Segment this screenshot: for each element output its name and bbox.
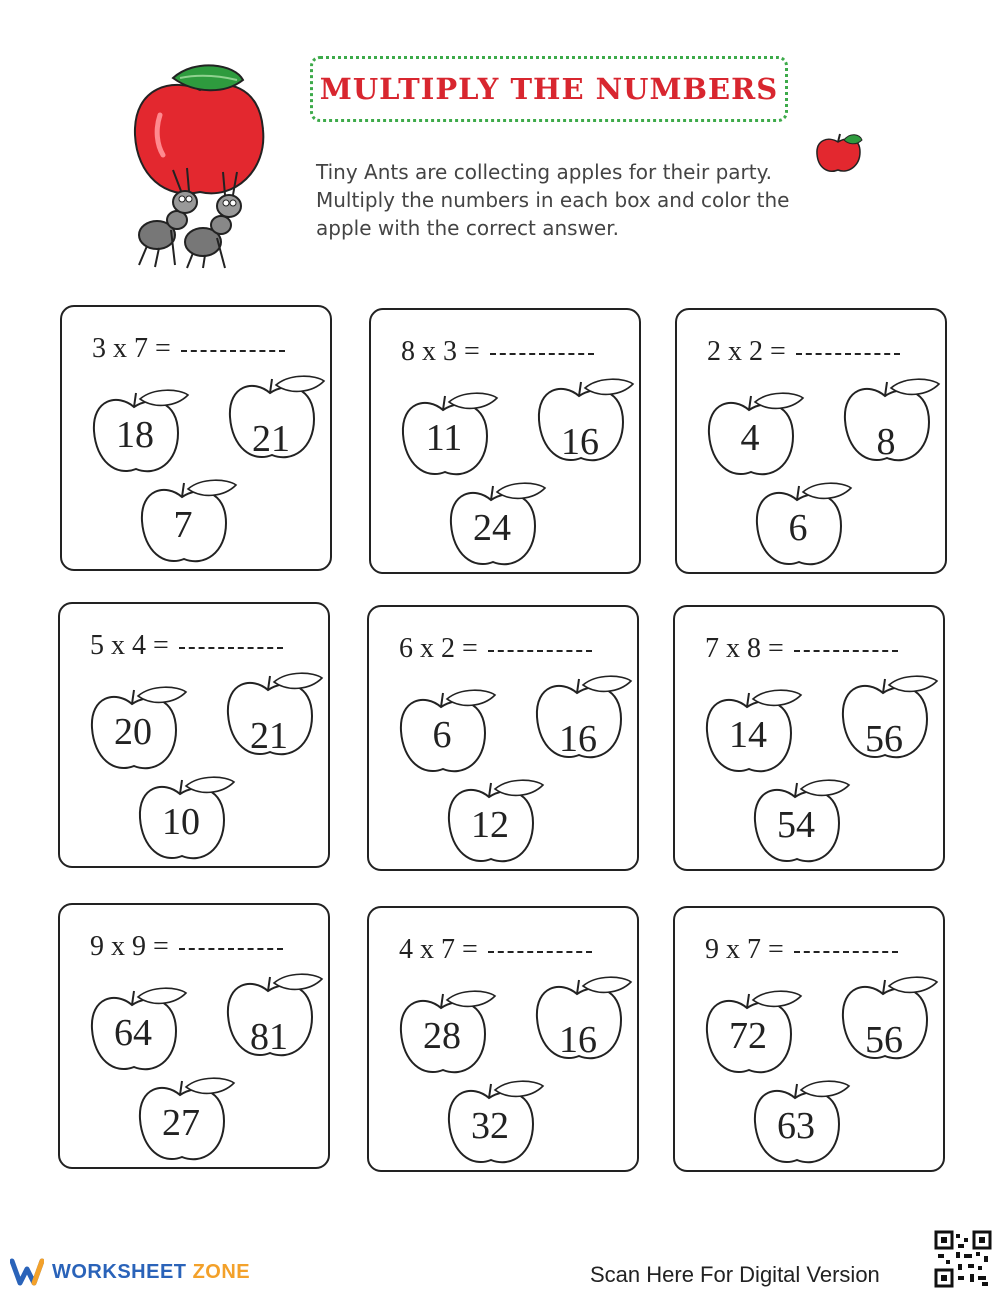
equation bbox=[399, 934, 592, 966]
apple-choice[interactable] bbox=[703, 986, 803, 1082]
apple-number: 14 bbox=[729, 714, 767, 756]
apple-choice[interactable] bbox=[90, 385, 190, 481]
apple-number: 20 bbox=[114, 711, 152, 753]
answer-blank[interactable] bbox=[794, 649, 898, 652]
apple-choice[interactable] bbox=[839, 671, 939, 767]
apple-number: 54 bbox=[777, 804, 815, 846]
apple-choice[interactable] bbox=[138, 475, 238, 571]
apple-choice[interactable] bbox=[703, 685, 803, 781]
qr-code-icon[interactable] bbox=[934, 1230, 992, 1292]
apple-number: 6 bbox=[432, 714, 452, 756]
worksheet-zone-logo[interactable] bbox=[10, 1257, 250, 1287]
apple-choice[interactable] bbox=[399, 388, 499, 484]
apple-number: 56 bbox=[865, 718, 903, 760]
apple-number: 16 bbox=[561, 421, 599, 463]
equation bbox=[401, 336, 594, 368]
apple-number: 27 bbox=[162, 1102, 200, 1144]
apple-choice[interactable] bbox=[445, 1076, 545, 1172]
equation-text: 5 x 4 = bbox=[90, 630, 169, 661]
problem-box bbox=[675, 308, 947, 574]
apple-choice[interactable] bbox=[88, 983, 188, 1079]
apple-choice[interactable] bbox=[839, 972, 939, 1068]
problem-box bbox=[367, 605, 639, 871]
equation bbox=[705, 633, 898, 665]
equation bbox=[705, 934, 898, 966]
apple-number: 4 bbox=[740, 417, 760, 459]
apple-choice[interactable] bbox=[753, 478, 853, 574]
apple-number: 7 bbox=[173, 504, 193, 546]
apple-choice[interactable] bbox=[841, 374, 941, 470]
apple-number: 21 bbox=[252, 418, 290, 460]
problem-box bbox=[367, 906, 639, 1172]
apple-number: 16 bbox=[559, 718, 597, 760]
apple-number: 56 bbox=[865, 1019, 903, 1061]
logo-text bbox=[52, 1261, 250, 1284]
answer-blank[interactable] bbox=[490, 352, 594, 355]
apple-choice[interactable] bbox=[397, 986, 497, 1082]
apple-number: 6 bbox=[788, 507, 808, 549]
equation-text: 4 x 7 = bbox=[399, 934, 478, 965]
answer-blank[interactable] bbox=[796, 352, 900, 355]
equation-text: 7 x 8 = bbox=[705, 633, 784, 664]
apple-choice[interactable] bbox=[136, 1073, 236, 1169]
instruction-line: Tiny Ants are collecting apples for their party. bbox=[316, 160, 772, 184]
apple-number: 16 bbox=[559, 1019, 597, 1061]
scan-instruction: Scan Here For Digital Version bbox=[590, 1262, 880, 1287]
equation-text: 6 x 2 = bbox=[399, 633, 478, 664]
apple-number: 21 bbox=[250, 715, 288, 757]
apple-choice[interactable] bbox=[136, 772, 236, 868]
apple-number: 32 bbox=[471, 1105, 509, 1147]
equation bbox=[707, 336, 900, 368]
answer-blank[interactable] bbox=[181, 349, 285, 352]
apple-choice[interactable] bbox=[88, 682, 188, 778]
equation bbox=[399, 633, 592, 665]
equation bbox=[90, 630, 283, 662]
apple-number: 64 bbox=[114, 1012, 152, 1054]
apple-number: 63 bbox=[777, 1105, 815, 1147]
logo-word-worksheet: WORKSHEET bbox=[52, 1260, 187, 1283]
worksheet-title: MULTIPLY THE NUMBERS bbox=[319, 72, 779, 106]
logo-mark-icon bbox=[10, 1257, 44, 1287]
answer-blank[interactable] bbox=[179, 947, 283, 950]
problem-box bbox=[369, 308, 641, 574]
apple-number: 12 bbox=[471, 804, 509, 846]
answer-blank[interactable] bbox=[179, 646, 283, 649]
apple-number: 72 bbox=[729, 1015, 767, 1057]
equation-text: 3 x 7 = bbox=[92, 333, 171, 364]
apple-choice[interactable] bbox=[447, 478, 547, 574]
apple-number: 10 bbox=[162, 801, 200, 843]
apple-number: 81 bbox=[250, 1016, 288, 1058]
equation-text: 8 x 3 = bbox=[401, 336, 480, 367]
answer-blank[interactable] bbox=[488, 649, 592, 652]
apple-choice[interactable] bbox=[226, 371, 326, 467]
apple-choice[interactable] bbox=[445, 775, 545, 871]
instruction-line: apple with the correct answer. bbox=[316, 216, 619, 240]
answer-blank[interactable] bbox=[794, 950, 898, 953]
problem-box bbox=[60, 305, 332, 571]
apple-choice[interactable] bbox=[397, 685, 497, 781]
apple-choice[interactable] bbox=[224, 668, 324, 764]
problem-box bbox=[673, 605, 945, 871]
equation-text: 9 x 7 = bbox=[705, 934, 784, 965]
apple-choice[interactable] bbox=[751, 1076, 851, 1172]
title-banner bbox=[310, 56, 788, 122]
equation-text: 9 x 9 = bbox=[90, 931, 169, 962]
answer-blank[interactable] bbox=[488, 950, 592, 953]
apple-number: 24 bbox=[473, 507, 511, 549]
problem-box bbox=[58, 903, 330, 1169]
apple-with-ants-illustration bbox=[125, 60, 275, 274]
apple-choice[interactable] bbox=[533, 671, 633, 767]
apple-choice[interactable] bbox=[533, 972, 633, 1068]
equation-text: 2 x 2 = bbox=[707, 336, 786, 367]
equation bbox=[90, 931, 283, 963]
problem-box bbox=[673, 906, 945, 1172]
apple-number: 11 bbox=[425, 417, 463, 459]
apple-choice[interactable] bbox=[751, 775, 851, 871]
apple-number: 8 bbox=[876, 421, 896, 463]
apple-choice[interactable] bbox=[535, 374, 635, 470]
apple-choice[interactable] bbox=[705, 388, 805, 484]
logo-word-zone: ZONE bbox=[192, 1260, 251, 1283]
problem-box bbox=[58, 602, 330, 868]
instruction-line: Multiply the numbers in each box and color the bbox=[316, 188, 790, 212]
apple-number: 28 bbox=[423, 1015, 461, 1057]
instructions bbox=[316, 158, 876, 242]
apple-choice[interactable] bbox=[224, 969, 324, 1065]
apple-number: 18 bbox=[116, 414, 154, 456]
equation bbox=[92, 333, 285, 365]
